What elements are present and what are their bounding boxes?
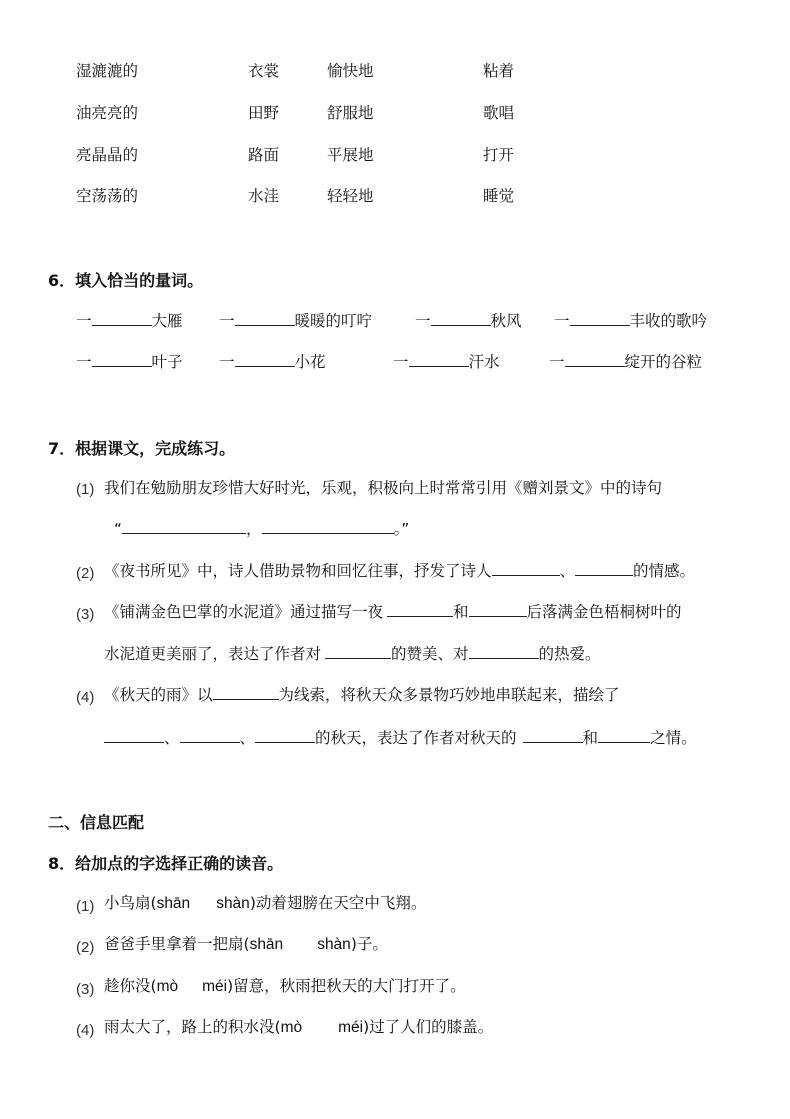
close-quote: 。” [393,520,410,538]
text-segment: 、 [559,562,576,580]
item-number: (1) [76,898,95,915]
match-col4-item: 睡觉 [483,187,515,205]
measure-noun: 小花 [294,353,326,371]
q7-item1-blanks [114,519,409,539]
measure-word-item [76,311,183,331]
prefix-yi: 一 [219,312,235,330]
match-col2-item: 水洼 [248,187,280,205]
item-number: (4) [76,1022,95,1039]
match-col3-item: 轻轻地 [327,187,374,205]
answer-blank[interactable] [598,728,650,743]
measure-noun: 汗水 [468,353,500,371]
text-segment: 《夜书所见》中，诗人借助景物和回忆往事，抒发了诗人 [104,562,492,580]
pronunciation-item [104,934,388,955]
answer-blank[interactable] [431,311,491,326]
answer-blank[interactable] [235,311,295,326]
measure-word-item [219,311,372,331]
answer-blank[interactable] [262,519,394,534]
text-segment: 《铺满金色巴掌的水泥道》通过描写一夜 [104,603,384,621]
text-segment: 水泥道更美丽了，表达了作者对 [104,645,322,663]
text-segment: 的情感。 [633,562,696,580]
match-col1-item: 湿漉漉的 [76,62,139,80]
measure-word-item [219,352,326,372]
match-col2-item: 田野 [248,104,280,122]
prefix-yi: 一 [76,353,92,371]
measure-noun: 大雁 [151,312,183,330]
text-segment: 为线索，将秋天众多景物巧妙地串联起来，描绘了 [278,686,620,704]
text-segment: 后落满金色梧桐树叶的 [526,603,682,621]
pinyin-option[interactable]: shàn [216,895,250,912]
pronunciation-item [104,976,466,997]
question-7-title: 7．根据课文，完成练习。 [48,439,236,458]
pinyin-option[interactable]: shān [249,936,284,953]
measure-word-item [76,352,183,372]
prefix-yi: 一 [415,312,431,330]
answer-blank[interactable] [575,561,633,576]
text-segment: 雨太大了，路上的积水没( [104,1018,281,1036]
question-8-title: 8．给加点的字选择正确的读音。 [48,854,284,873]
answer-blank[interactable] [565,352,625,367]
item-number: (2) [76,939,95,956]
q7-item1-text: 我们在勉励朋友珍惜大好时光，乐观，积极向上时常常引用《赠刘景文》中的诗句 [104,479,663,497]
measure-noun: 丰收的歌吟 [629,312,708,330]
answer-blank[interactable] [325,644,391,659]
match-col1-item: 亮晶晶的 [76,146,139,164]
match-col1-item: 油亮亮的 [76,104,139,122]
match-col2-item: 路面 [248,146,280,164]
open-quote: “ [114,520,123,538]
text-segment: )过了人们的膝盖。 [363,1018,494,1036]
q7-item2-text [104,561,695,581]
match-col4-item: 打开 [483,146,515,164]
text-segment: 、 [164,729,180,747]
measure-word-item [415,311,522,331]
prefix-yi: 一 [219,353,235,371]
q7-item3-line2 [104,644,601,664]
item-number: (3) [76,981,95,998]
answer-blank[interactable] [235,352,295,367]
answer-blank[interactable] [570,311,630,326]
prefix-yi: 一 [76,312,92,330]
answer-blank[interactable] [523,728,583,743]
measure-noun: 绽开的谷粒 [624,353,703,371]
q7-item4-line1 [104,685,620,705]
text-segment: 趁你没( [104,977,157,995]
match-col1-item: 空荡荡的 [76,187,139,205]
item-number: (2) [76,565,95,582]
pinyin-option[interactable]: shān [156,895,191,912]
measure-noun: 叶子 [151,353,183,371]
prefix-yi: 一 [393,353,409,371]
text-segment: 、 [239,729,256,747]
answer-blank[interactable] [92,311,152,326]
pinyin-option[interactable]: méi [202,978,228,995]
text-segment: 《秋天的雨》以 [104,686,213,704]
text-segment: 的赞美、对 [391,645,469,663]
pinyin-option[interactable]: mò [156,978,179,995]
pinyin-option[interactable]: mò [280,1019,303,1036]
answer-blank[interactable] [213,685,279,700]
pinyin-option[interactable]: méi [338,1019,364,1036]
answer-blank[interactable] [122,519,246,534]
match-col4-item: 歌唱 [483,104,515,122]
measure-word-item [393,352,500,372]
answer-blank[interactable] [409,352,469,367]
prefix-yi: 一 [549,353,565,371]
measure-noun: 暖暖的叮咛 [294,312,373,330]
answer-blank[interactable] [387,602,453,617]
match-col3-item: 舒服地 [327,104,374,122]
answer-blank[interactable] [255,728,315,743]
prefix-yi: 一 [554,312,570,330]
text-segment: 的热爱。 [538,645,601,663]
item-number: (4) [76,689,95,706]
answer-blank[interactable] [469,602,527,617]
text-segment: 的秋天，表达了作者对秋天的 [315,729,517,747]
text-segment: )留意，秋雨把秋天的大门打开了。 [227,977,466,995]
pronunciation-item [104,1017,493,1038]
text-segment: 和 [453,603,469,621]
text-segment: 之情。 [650,729,697,747]
text-segment: 爸爸手里拿着一把扇( [104,935,250,953]
answer-blank[interactable] [469,644,539,659]
pronunciation-item [104,893,426,914]
text-segment: 和 [582,729,599,747]
answer-blank[interactable] [92,352,152,367]
text-segment: )动着翅膀在天空中飞翔。 [249,894,427,912]
q7-item3-line1 [104,602,682,622]
question-6-title: 6．填入恰当的量词。 [48,271,204,290]
text-segment: 小鸟扇( [104,894,157,912]
measure-word-item [554,311,707,331]
item-number: (3) [76,606,95,623]
answer-blank[interactable] [104,728,164,743]
answer-blank[interactable] [180,728,240,743]
match-col3-item: 平展地 [327,146,374,164]
comma: ， [246,520,262,538]
section-2-title: 二、信息匹配 [48,813,145,832]
text-segment: )子。 [350,935,388,953]
measure-noun: 秋风 [490,312,522,330]
measure-word-item [549,352,702,372]
item-number: (1) [76,481,95,498]
match-col3-item: 愉快地 [327,62,374,80]
match-col2-item: 衣裳 [248,62,280,80]
pinyin-option[interactable]: shàn [317,936,351,953]
answer-blank[interactable] [492,561,560,576]
q7-item4-line2 [104,728,697,748]
match-col4-item: 粘着 [483,62,515,80]
